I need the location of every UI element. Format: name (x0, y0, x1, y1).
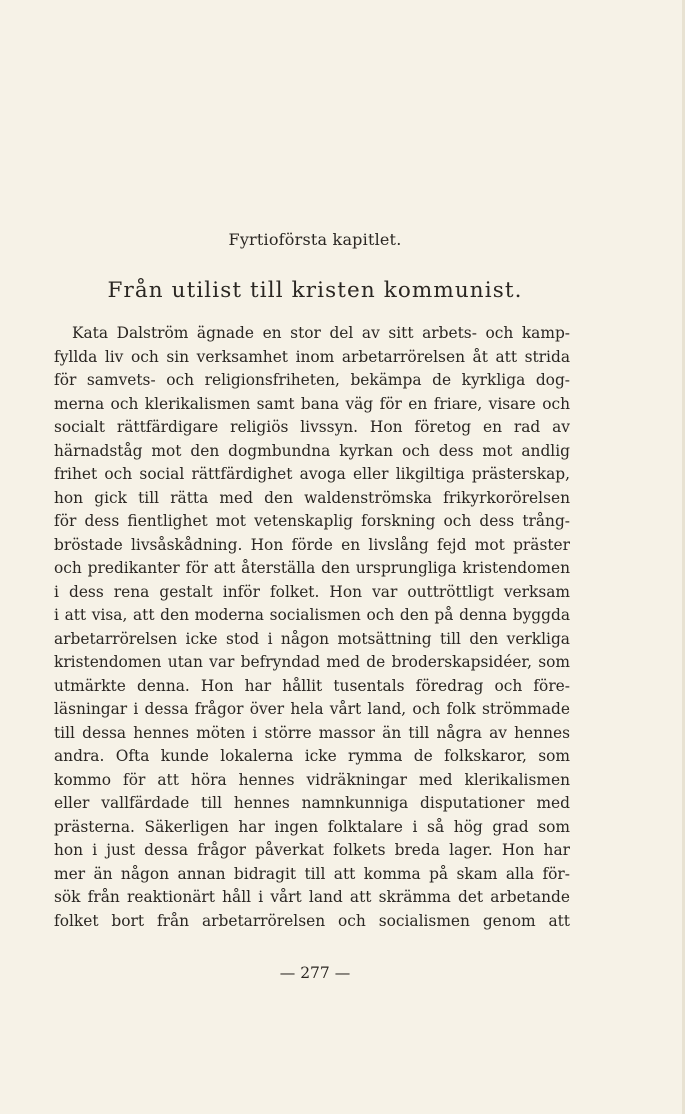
text-line: Kata Dalström ägnade en stor del av sitt arbets- och kamp- (72, 324, 570, 342)
text-line: sök från reaktionärt håll i vårt land att skrämma det arbetande (54, 888, 570, 906)
text-line: bröstade livsåskådning. Hon förde en livslång fejd mot präster (54, 535, 570, 554)
text-line: merna och klerikalismen samt bana väg för en friare, visare och (54, 394, 570, 413)
text-line: prästerna. Säkerligen har ingen folktalare i så hög grad som (54, 817, 570, 836)
chapter-heading: Fyrtioförsta kapitlet. (228, 230, 402, 249)
text-line: socialt rättfärdigare religiös livssyn. Hon företog en rad av (54, 418, 570, 436)
text-line: i att visa, att den moderna socialismen och den på denna byggda (54, 606, 570, 624)
text-line: härnadståg mot den dogmbundna kyrkan och dess mot andlig (54, 441, 570, 460)
text-line: eller vallfärdade till hennes namnkunniga disputationer med (54, 794, 570, 812)
text-line: frihet och social rättfärdighet avoga eller likgiltiga prästerskap, (54, 465, 570, 483)
text-line: andra. Ofta kunde lokalerna icke rymma de folkskaror, som (54, 747, 570, 765)
body-text (54, 322, 570, 933)
text-line: för samvets- och religionsfriheten, bekämpa de kyrkliga dog- (54, 371, 570, 389)
text-line: till dessa hennes möten i större massor än till några av hennes (54, 723, 570, 742)
text-line: läsningar i dessa frågor över hela vårt land, och folk strömmade (54, 700, 570, 718)
text-line: mer än någon annan bidragit till att komma på skam alla för- (54, 864, 570, 883)
text-line: i dess rena gestalt inför folket. Hon var outtröttligt verksam (54, 582, 570, 601)
text-line: kommo för att höra hennes vidräkningar med klerikalismen (54, 770, 570, 789)
text-line: kristendomen utan var befryndad med de broderskapsidéer, som (54, 653, 570, 671)
text-line: fyllda liv och sin verksamhet inom arbetarrörelsen åt att strida (54, 347, 570, 366)
text-line: för dess fientlighet mot vetenskaplig forskning och dess trång- (54, 512, 570, 530)
text-line: och predikanter för att återställa den ursprungliga kristendomen (54, 559, 570, 577)
chapter-title: Från utilist till kristen kommunist. (107, 278, 523, 303)
text-line: folket bort från arbetarrörelsen och socialismen genom att (54, 911, 570, 930)
text-line: hon gick till rätta med den waldenströmska frikyrkorörelsen (54, 488, 570, 507)
text-line: utmärkte denna. Hon har hållit tusentals föredrag och före- (54, 676, 570, 695)
text-line: hon i just dessa frågor påverkat folkets breda lager. Hon har (54, 841, 570, 859)
text-line: arbetarrörelsen icke stod i någon motsättning till den verkliga (54, 629, 570, 648)
page-number: — 277 — (279, 964, 351, 982)
